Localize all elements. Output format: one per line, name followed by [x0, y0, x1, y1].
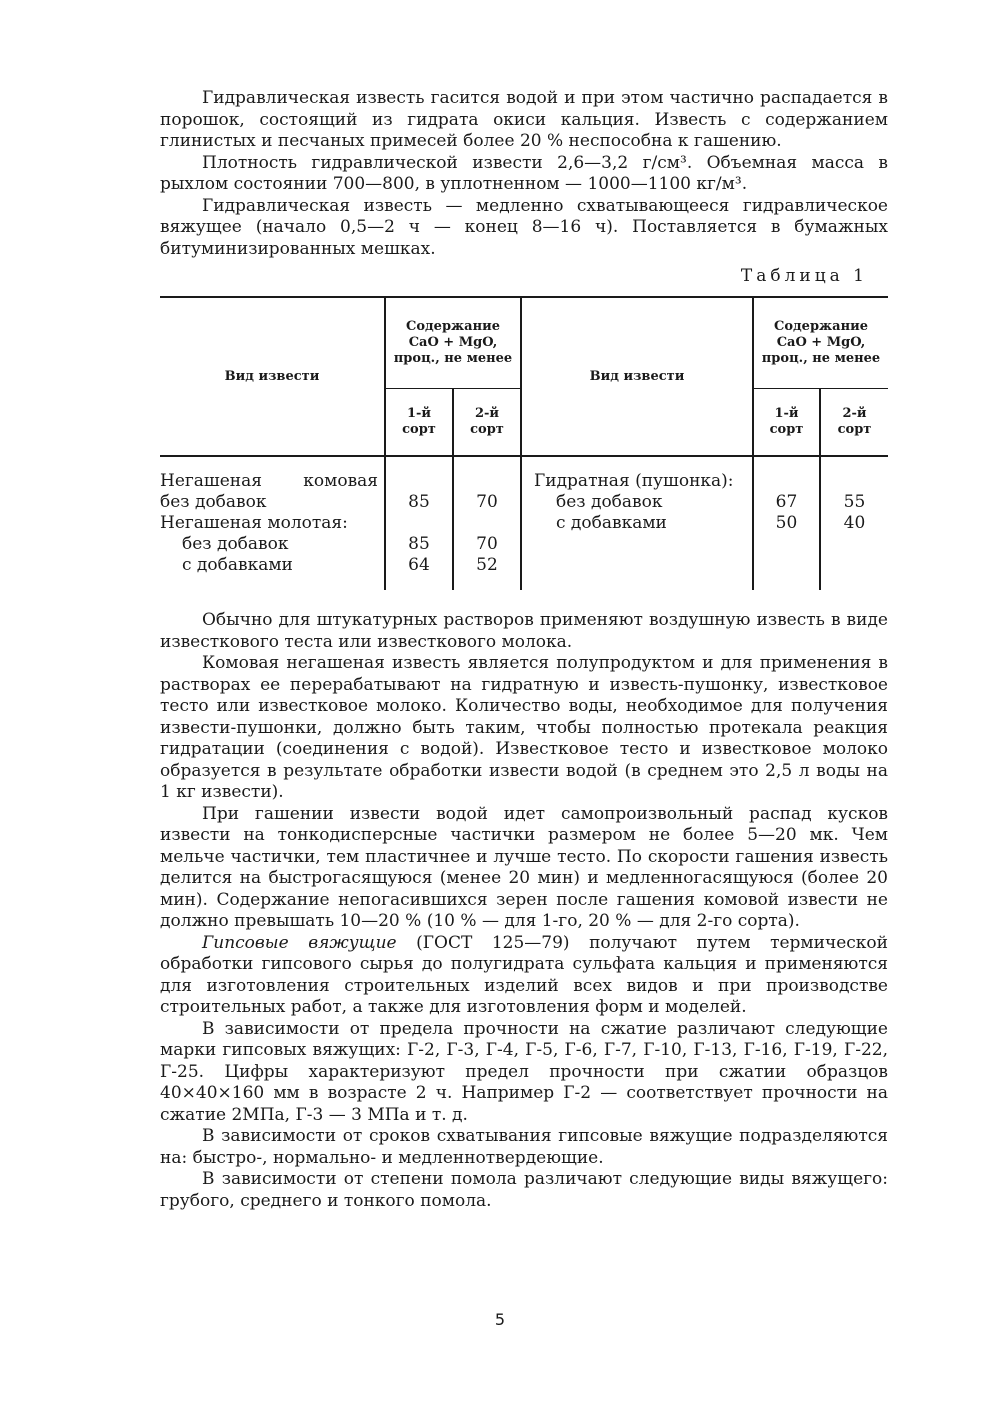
table-value: 55: [843, 492, 866, 512]
table-value: 40: [843, 513, 866, 533]
header-grade2-left: 2-й сорт: [453, 389, 521, 457]
table-row-label: Гидратная (пушонка):: [534, 471, 734, 491]
table-row-label: без добавок: [160, 492, 267, 512]
header-type-left: Вид извести: [160, 297, 385, 456]
left-type-cell: [160, 456, 385, 590]
page-number: 5: [494, 1310, 506, 1329]
table-row-label: без добавок: [182, 534, 289, 554]
header-content-right: Содержание CaO + MgO, проц., не менее: [753, 297, 888, 389]
paragraph: Комовая негашеная известь является полупродуктом и для применения в растворах ее перерабатывают на гидратную и известь-пушонку, известковое тесто или известковое молоко. Количество воды, необходимое для получения извести-пушонки, должно быть таким, чтобы полностью протекала реакция гидратации (соединения с водой). Известковое тесто и известковое молоко образуется в результате обработки извести водой (в среднем это 2,5 л воды на 1 кг извести).: [160, 653, 888, 802]
table-row-label: с добавками: [556, 513, 667, 533]
paragraph: В зависимости от сроков схватывания гипсовые вяжущие подразделяются на: быстро-, нормально- и медленнотвердеющие.: [160, 1126, 888, 1168]
header-content-left: Содержание CaO + MgO, проц., не менее: [385, 297, 521, 389]
gypsum-text: (ГОСТ 125—79) получают путем термической обработки гипсового сырья до полугидрата сульфата кальция и применяются для изготовления строительных изделий всех видов и при производстве строительных работ, а также для изготовления форм и моделей.: [160, 932, 888, 1017]
paragraph: При гашении извести водой идет самопроизвольный распад кусков извести на тонкодисперсные частички размером не более 5—20 мк. Чем мельче частички, тем пластичнее и лучше тесто. По скорости гашения известь делится на быстрогасящуюся (менее 20 мин) и медленногасящуюся (более 20 мин). Содержание непогасившихся зерен после гашения комовой извести не должно превышать 10—20 % (10 % — для 1-го, 20 % — для 2-го сорта).: [160, 803, 888, 931]
paragraph: Гидравлическая известь — медленно схватывающееся гидравлическое вяжущее (начало 0,5—2 ч — конец 8—16 ч). Поставляется в бумажных битуминизированных мешках.: [160, 195, 888, 259]
table-caption: Таблица 1: [740, 266, 868, 286]
table-row-label: с добавками: [182, 555, 293, 575]
page-body: [160, 88, 888, 1212]
term-gypsum: Гипсовые вяжущие: [202, 932, 397, 953]
table-value: 85: [408, 534, 430, 554]
header-grade1-right: 1-й сорт: [753, 389, 820, 457]
table-value: 64: [408, 555, 430, 575]
table-value: 52: [476, 555, 498, 575]
table-value: 70: [476, 534, 498, 554]
table-row-label: без добавок: [556, 492, 663, 512]
right-grade2-cell: [820, 456, 888, 590]
table-row-label: Негашеная молотая:: [160, 513, 348, 533]
table-value: 50: [775, 513, 798, 533]
lime-table: [160, 296, 888, 590]
table-value: 67: [775, 492, 798, 512]
table-value: 70: [476, 492, 498, 512]
header-grade1-left: 1-й сорт: [385, 389, 453, 457]
header-type-right: Вид извести: [521, 297, 753, 456]
paragraph-gypsum: [160, 933, 888, 1019]
left-grade2-cell: [453, 456, 521, 590]
paragraph: В зависимости от степени помола различают следующие виды вяжущего: грубого, среднего и тонкого помола.: [160, 1169, 888, 1211]
paragraph: Гидравлическая известь гасится водой и при этом частично распадается в порошок, состоящий из гидрата окиси кальция. Известь с содержанием глинистых и песчаных примесей более 20 % неспособна к гашению.: [160, 88, 888, 151]
header-grade2-right: 2-й сорт: [820, 389, 888, 457]
table-row-label: Негашеная комовая: [160, 471, 378, 491]
left-grade1-cell: [385, 456, 453, 590]
table-value: 85: [408, 492, 430, 512]
right-type-cell: [521, 456, 753, 590]
paragraph: В зависимости от предела прочности на сжатие различают следующие марки гипсовых вяжущих: Г-2, Г-3, Г-4, Г-5, Г-6, Г-7, Г-10, Г-13, Г-16, Г-19, Г-22, Г-25. Цифры характеризуют предел прочности при сжатии образцов 40×40×160 мм в возрасте 2 ч. Например Г-2 — соответствует прочности на сжатие 2МПа, Г-3 — 3 МПа и т. д.: [160, 1018, 888, 1125]
paragraph: Обычно для штукатурных растворов применяют воздушную известь в виде известкового теста или известкового молока.: [160, 610, 888, 652]
paragraph: Плотность гидравлической извести 2,6—3,2 г/см³. Объемная масса в рыхлом состоянии 700—800, в уплотненном — 1000—1100 кг/м³.: [160, 152, 888, 194]
right-grade1-cell: [753, 456, 820, 590]
